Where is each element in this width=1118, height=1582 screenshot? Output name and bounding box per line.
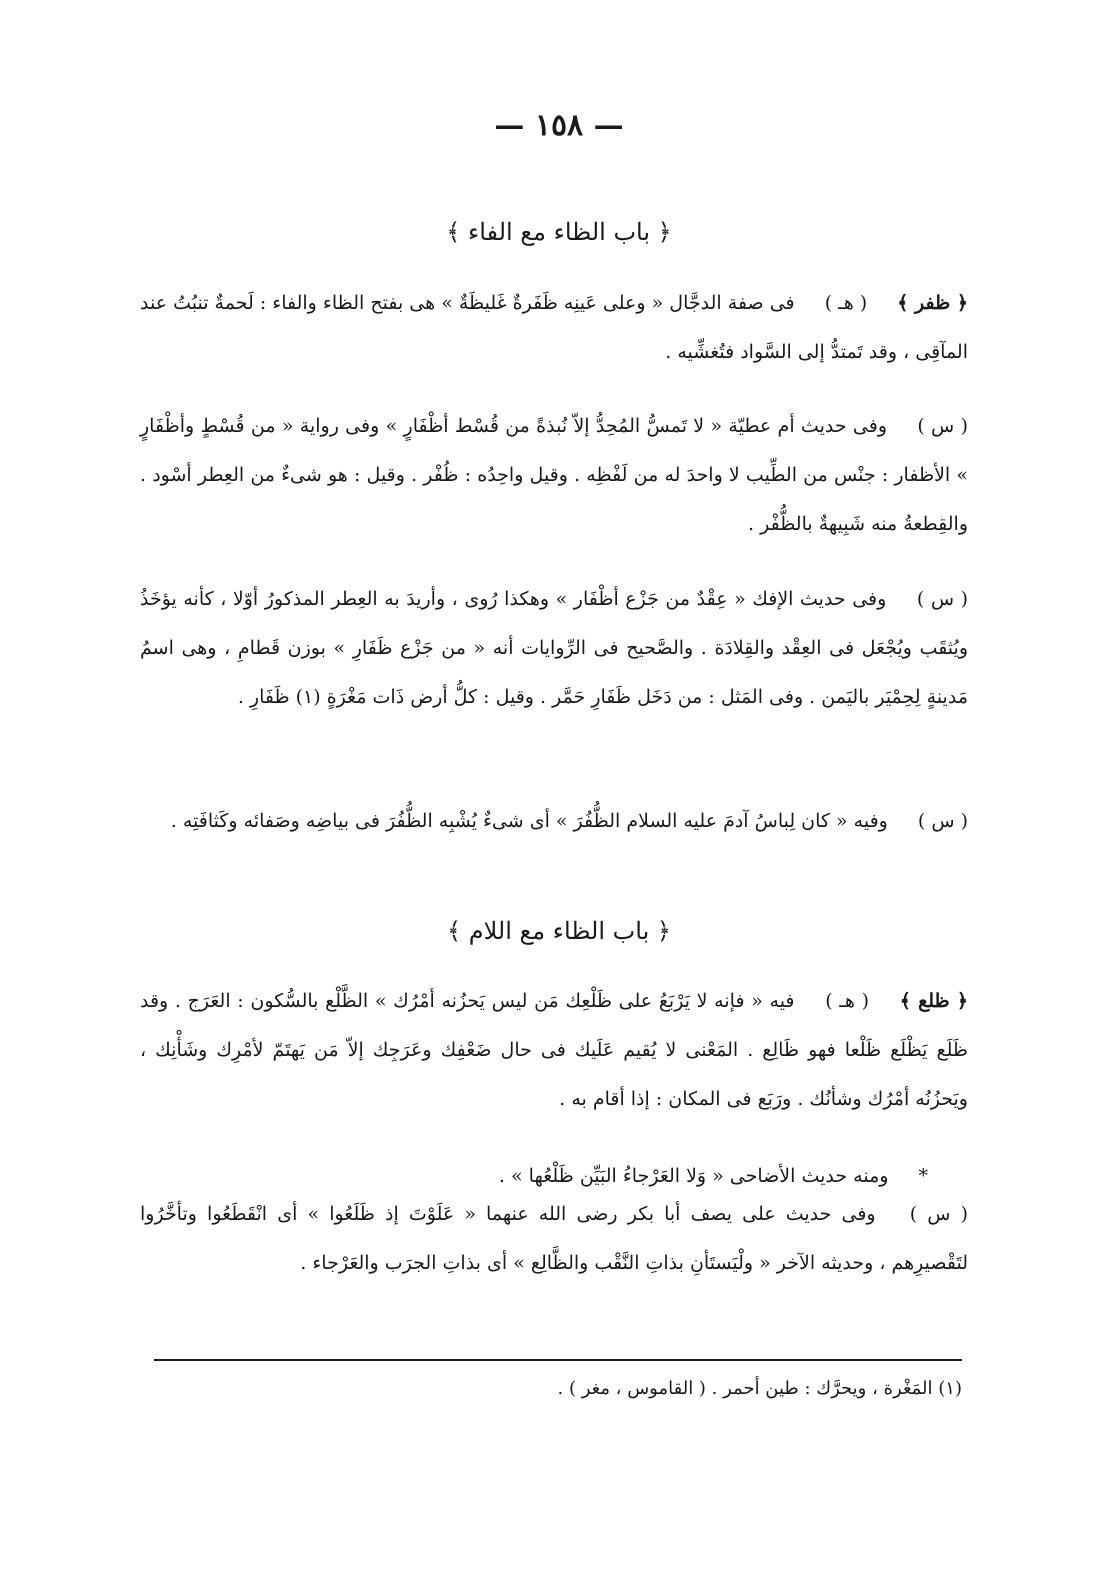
entry-lemma: ﴿ ظفر ﴾ [897, 292, 969, 314]
source-tag: ( هـ ) [825, 990, 869, 1012]
asterisk-marker: * [918, 1165, 928, 1187]
entry-text: ومنه حديث الأضاحى « وَلا العَرْجاءُ البَيِّن ظَلْعُها » . [498, 1165, 889, 1187]
source-tag: ( هـ ) [824, 292, 868, 314]
page-number: — ١٥٨ — [494, 108, 624, 143]
entry-zala [140, 977, 968, 1124]
entry-text: فى صفة الدجَّال « وعلى عَينِه ظَفَرةٌ غَليظَةٌ » هى بفتح الظاء والفاء : لَحمةٌ تنبُتُ عند المآقِى ، وقد تَمتدُّ إلى السَّواد فتُغشِّيه . [140, 292, 968, 363]
footnote: (١) المَغْرة ، ويحرَّك : طين أحمر . ( القاموس ، مغر ) . [557, 1378, 962, 1399]
footnote-divider [154, 1359, 962, 1361]
entry-text: فيه « فإنه لا يَرْبَعُ على ظَلْعِك مَن ليس يَحزُنه أمْرُك » الظَّلْع بالسُّكون : العَرَج . وقد ظَلَع يَظْلَع ظَلْعا فهو ظَالِع . المَعْنى لا يُقيم عَلَيك فى حال ضَعْفِك وعَرَجِك إلاّ مَن يَهتَمّ لأمْرِك وشَأْنِك ، ويَحزُنُه أمْرُك وشأنُك . ورَبَع فى المكان : إذا أقام به . [140, 990, 968, 1110]
source-tag: ( س ) [916, 588, 968, 610]
entry-libas-adam [140, 797, 968, 846]
section-heading-zaa-lam: ﴿ باب الظاء مع اللام ﴾ [447, 917, 671, 945]
entry-text: وفيه « كان لِباسُ آدمَ عليه السلام الظُّفُرَ » أى شىءٌ يُشْبِه الظُّفُرَ فى بياضِه وصَفائه وكَثافَتِه . [170, 810, 888, 832]
entry-lemma: ﴿ ظلع ﴾ [899, 990, 968, 1012]
entry-ifk [140, 575, 968, 722]
section-heading-zaa-fa: ﴿ باب الظاء مع الفاء ﴾ [446, 218, 672, 246]
entry-umm-atiyya [140, 402, 968, 549]
entry-zafar [140, 279, 968, 377]
source-tag: ( س ) [917, 810, 968, 832]
entry-text: وفى حديث على يصف أبا بكر رضى الله عنهما « عَلَوْتَ إذ ظَلَعُوا » أى انْقَطَعُوا وتأخَّرُوا لتَقْصيرِهم ، وحديثه الآخر « ولْيَستَأنِ بذاتِ النَّقْب والظَّالِع » أى بذاتِ الجرَب والعَرْجاء . [140, 1203, 968, 1274]
entry-text: وفى حديث الإفك « عِقْدٌ من جَزْع أظْفَار » وهكذا رُوى ، وأريدَ به العِطر المذكورُ أوّلا ، كأنه يؤخَذُ ويُثقَب ويُجْعَل فى العِقْد والقِلادَة . والصَّحيح فى الرِّوايات أنه « من جَزْع ظَفَارِ » بوزن قَطامِ ، وهى اسمُ مَدينةٍ لِحِمْيَر باليَمن . وفى المَثل : من دَخَل ظَفَارِ حَمَّر . وقيل : كلُّ أرض ذَات مَغْرَةٍ (١) ظَفَارِ . [140, 588, 968, 708]
source-tag: ( س ) [917, 415, 968, 437]
source-tag: ( س ) [909, 1203, 968, 1225]
entry-ali [140, 1190, 968, 1288]
entry-text: وفى حديث أم عطيّة « لا تَمسُّ المُحِدُّ إلاّ نُبذةً من قُسْط أظْفَارٍ » وفى رواية « من قُسْطٍ وأظْفَارٍ » الأظفار : جنْس من الطِّيب لا واحدَ له من لَفْظِه . وقيل واحِدُه : ظُفْر . وقيل : هو شىءٌ من العِطر أسْود . والقِطعةُ منه شَبِيهةٌ بالظُّفْر . [140, 415, 968, 535]
